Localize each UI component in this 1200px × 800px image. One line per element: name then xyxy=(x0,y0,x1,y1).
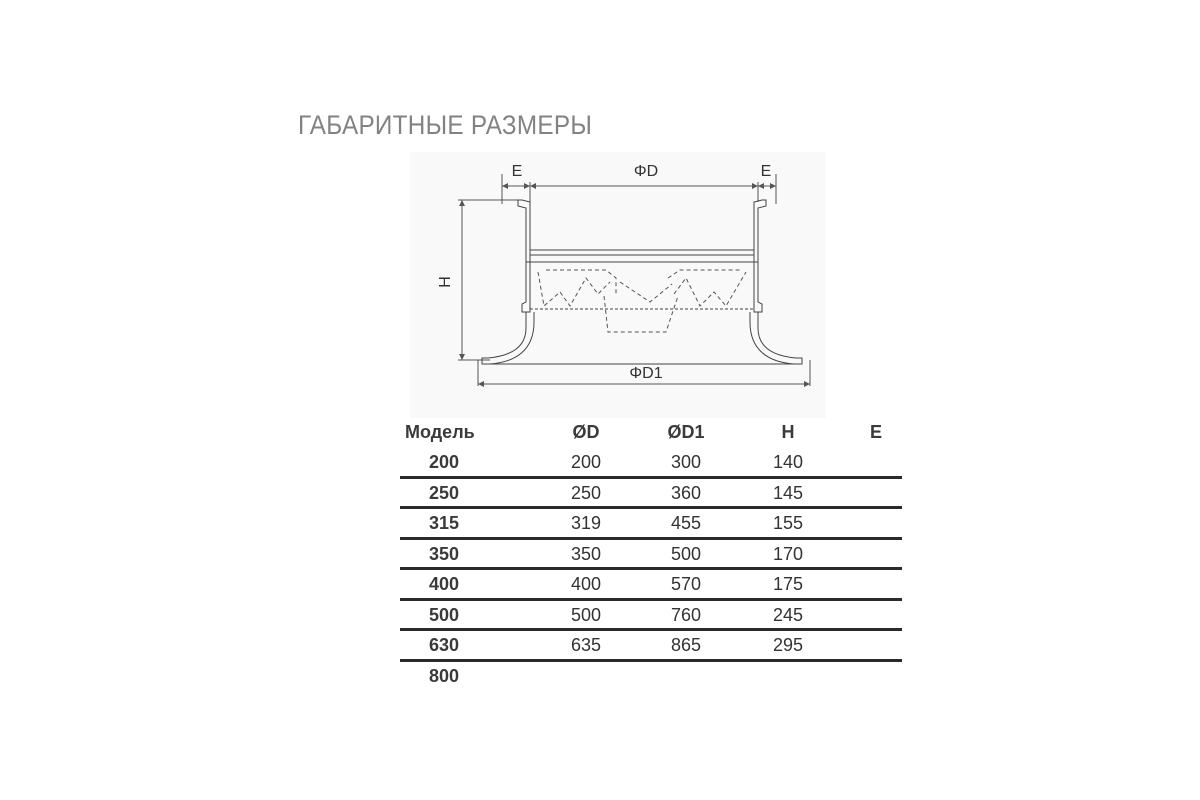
cell-e xyxy=(836,631,916,659)
arrow-head xyxy=(530,183,536,189)
damper-blades xyxy=(538,270,746,332)
cell-e xyxy=(836,479,916,507)
right-flange xyxy=(754,200,766,312)
cell-model: 200 xyxy=(429,452,460,472)
arrow-head xyxy=(770,183,776,189)
cell-d1: 360 xyxy=(670,482,702,503)
cell-model: 500 xyxy=(429,604,460,625)
table-row xyxy=(400,631,902,662)
arrow-head xyxy=(758,183,764,189)
cell-h: 245 xyxy=(772,604,804,625)
cell-d: 319 xyxy=(570,513,602,533)
table-row xyxy=(400,662,902,693)
cell-d1 xyxy=(646,662,726,690)
right-cone xyxy=(750,312,802,364)
cell-d: 400 xyxy=(570,574,602,594)
cell-e xyxy=(836,662,916,690)
label-d1: ΦD1 xyxy=(629,365,663,382)
arrow-head xyxy=(502,183,508,189)
cell-h: 140 xyxy=(772,452,804,472)
cell-d1: 455 xyxy=(670,513,702,533)
cell-d: 500 xyxy=(570,604,602,625)
cell-model: 630 xyxy=(429,635,460,655)
dimensions-table xyxy=(400,418,902,692)
cell-h: 145 xyxy=(772,482,804,503)
cell-d1: 500 xyxy=(670,543,702,564)
page-title: ГАБАРИТНЫЕ РАЗМЕРЫ xyxy=(298,110,593,140)
cell-e xyxy=(836,570,916,598)
header-model: Модель xyxy=(405,422,475,442)
arrow-head xyxy=(524,183,530,189)
cell-d: 200 xyxy=(570,452,602,472)
header-h: H xyxy=(781,422,795,442)
table-row xyxy=(400,540,902,571)
cell-h: 170 xyxy=(772,543,804,564)
cell-model: 315 xyxy=(429,513,460,533)
cell-d: 350 xyxy=(570,543,602,564)
cell-e xyxy=(836,509,916,537)
header-d1: ØD1 xyxy=(667,422,705,442)
table-row xyxy=(400,479,902,510)
left-cone xyxy=(482,312,534,364)
table-header-row xyxy=(400,418,902,448)
cell-h xyxy=(748,662,828,690)
cell-d1: 760 xyxy=(670,604,702,625)
header-d: ØD xyxy=(572,422,600,442)
cell-h: 175 xyxy=(772,574,804,594)
dimension-drawing xyxy=(410,152,826,418)
cell-e xyxy=(836,601,916,629)
cell-e xyxy=(836,448,916,476)
cell-d: 250 xyxy=(570,482,602,503)
table-row xyxy=(400,570,902,601)
arrow-head xyxy=(459,354,465,360)
arrow-head xyxy=(478,381,484,387)
arrow-head xyxy=(804,381,810,387)
header-e: E xyxy=(869,422,882,442)
table-row xyxy=(400,509,902,540)
cell-d1: 300 xyxy=(670,452,702,472)
cell-model: 350 xyxy=(429,543,460,564)
cell-model: 800 xyxy=(429,665,460,686)
cell-d1: 570 xyxy=(670,574,702,594)
table-row xyxy=(400,601,902,632)
table-row xyxy=(400,448,902,479)
arrow-head xyxy=(459,200,465,206)
cell-d: 635 xyxy=(570,635,602,655)
cell-h: 295 xyxy=(772,635,804,655)
label-h: H xyxy=(437,276,454,288)
label-e-right: E xyxy=(760,163,772,180)
cell-d1: 865 xyxy=(670,635,702,655)
arrow-head xyxy=(752,183,758,189)
label-d: ΦD xyxy=(633,163,659,180)
cell-model: 400 xyxy=(429,574,460,594)
label-e-left: E xyxy=(511,163,523,180)
drawing-svg xyxy=(410,152,826,418)
cell-d xyxy=(546,662,626,690)
cell-h: 155 xyxy=(772,513,804,533)
left-flange xyxy=(518,200,530,312)
cell-model: 250 xyxy=(429,482,460,503)
cell-e xyxy=(836,540,916,568)
